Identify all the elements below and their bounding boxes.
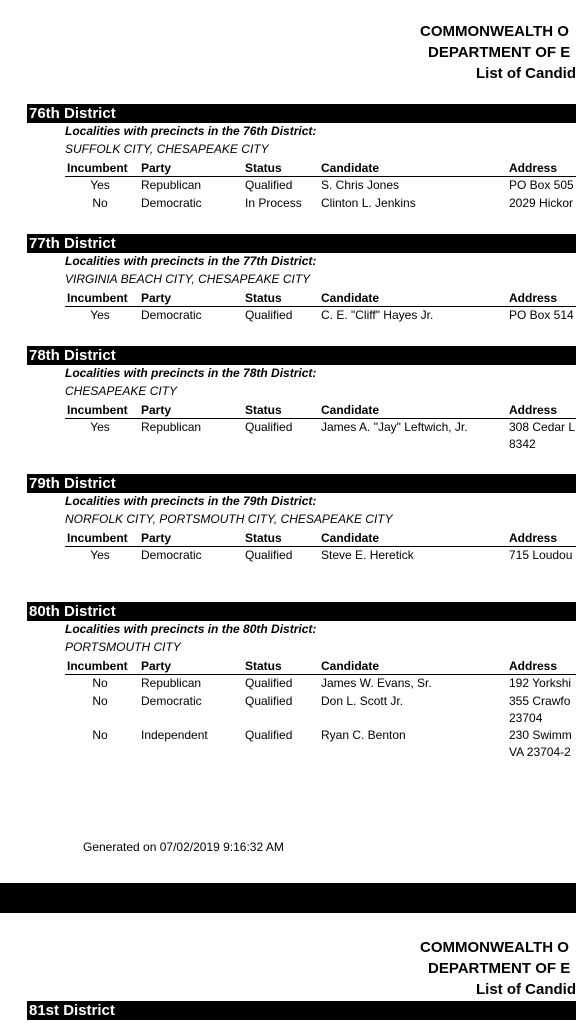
page-separator (0, 883, 576, 913)
col-incumbent: Incumbent (67, 659, 128, 673)
cell-address: PO Box 505 (509, 178, 574, 192)
header-rule (65, 176, 576, 177)
col-party: Party (141, 161, 172, 175)
col-candidate: Candidate (321, 161, 380, 175)
cell-address: 230 Swimm (509, 728, 572, 742)
next-header-list-title: List of Candid (476, 981, 576, 998)
cell-incumbent: Yes (90, 420, 110, 434)
localities-label: Localities with precincts in the 78th District: (65, 366, 317, 380)
col-candidate: Candidate (321, 291, 380, 305)
col-address: Address (509, 659, 558, 673)
cell-party: Republican (141, 420, 202, 434)
col-status: Status (245, 161, 282, 175)
cell-status: Qualified (245, 420, 293, 434)
col-candidate: Candidate (321, 659, 380, 673)
cell-party: Democratic (141, 196, 202, 210)
cell-party: Democratic (141, 548, 202, 562)
cell-status: Qualified (245, 548, 293, 562)
district-title: 80th District (27, 602, 576, 621)
header-rule (65, 418, 576, 419)
cell-address: 715 Loudou (509, 548, 573, 562)
col-incumbent: Incumbent (67, 161, 128, 175)
cell-incumbent: No (92, 694, 108, 708)
cell-candidate: C. E. "Cliff" Hayes Jr. (321, 308, 434, 322)
col-status: Status (245, 291, 282, 305)
cell-address: 2029 Hickor (509, 196, 574, 210)
localities-list: NORFOLK CITY, PORTSMOUTH CITY, CHESAPEAKE CITY (65, 512, 393, 526)
localities-label: Localities with precincts in the 80th District: (65, 622, 317, 636)
col-address: Address (509, 403, 558, 417)
header-rule (65, 674, 576, 675)
cell-address: 192 Yorkshi (509, 676, 572, 690)
localities-label: Localities with precincts in the 77th District: (65, 254, 317, 268)
cell-candidate: S. Chris Jones (321, 178, 400, 192)
cell-address-line2: 8342 (509, 437, 536, 451)
col-incumbent: Incumbent (67, 531, 128, 545)
col-party: Party (141, 403, 172, 417)
cell-party: Independent (141, 728, 208, 742)
cell-status: Qualified (245, 728, 293, 742)
col-candidate: Candidate (321, 403, 380, 417)
cell-incumbent: Yes (90, 178, 110, 192)
cell-party: Republican (141, 178, 202, 192)
header-list-title: List of Candid (476, 65, 576, 82)
localities-list: CHESAPEAKE CITY (65, 384, 178, 398)
cell-address: PO Box 514 (509, 308, 574, 322)
district-title: 78th District (27, 346, 576, 365)
col-incumbent: Incumbent (67, 403, 128, 417)
col-candidate: Candidate (321, 531, 380, 545)
col-status: Status (245, 659, 282, 673)
cell-candidate: James A. "Jay" Leftwich, Jr. (321, 420, 468, 434)
cell-incumbent: Yes (90, 548, 110, 562)
header-commonwealth: COMMONWEALTH O (420, 23, 569, 40)
localities-label: Localities with precincts in the 76th District: (65, 124, 317, 138)
cell-incumbent: No (92, 196, 108, 210)
cell-address-line2: 23704 (509, 711, 543, 725)
cell-status: Qualified (245, 694, 293, 708)
header-rule (65, 306, 576, 307)
next-header-commonwealth: COMMONWEALTH O (420, 939, 569, 956)
cell-status: Qualified (245, 308, 293, 322)
cell-party: Republican (141, 676, 202, 690)
col-status: Status (245, 531, 282, 545)
col-party: Party (141, 531, 172, 545)
next-header-department: DEPARTMENT OF E (428, 960, 571, 977)
col-address: Address (509, 161, 558, 175)
cell-candidate: Clinton L. Jenkins (321, 196, 416, 210)
col-status: Status (245, 403, 282, 417)
district-title: 77th District (27, 234, 576, 253)
cell-status: In Process (245, 196, 302, 210)
localities-list: PORTSMOUTH CITY (65, 640, 181, 654)
cell-candidate: Steve E. Heretick (321, 548, 414, 562)
col-party: Party (141, 291, 172, 305)
cell-address: 355 Crawfo (509, 694, 571, 708)
cell-incumbent: No (92, 728, 108, 742)
district-title-81: 81st District (27, 1001, 576, 1020)
cell-party: Democratic (141, 308, 202, 322)
cell-status: Qualified (245, 178, 293, 192)
cell-incumbent: No (92, 676, 108, 690)
cell-status: Qualified (245, 676, 293, 690)
cell-candidate: James W. Evans, Sr. (321, 676, 432, 690)
col-incumbent: Incumbent (67, 291, 128, 305)
cell-party: Democratic (141, 694, 202, 708)
generated-timestamp: Generated on 07/02/2019 9:16:32 AM (83, 840, 284, 854)
localities-label: Localities with precincts in the 79th District: (65, 494, 317, 508)
header-rule (65, 546, 576, 547)
cell-candidate: Don L. Scott Jr. (321, 694, 404, 708)
localities-list: VIRGINIA BEACH CITY, CHESAPEAKE CITY (65, 272, 311, 286)
localities-list: SUFFOLK CITY, CHESAPEAKE CITY (65, 142, 269, 156)
col-address: Address (509, 531, 558, 545)
cell-incumbent: Yes (90, 308, 110, 322)
cell-address: 308 Cedar L (509, 420, 576, 434)
cell-address-line2: VA 23704-2 (509, 745, 571, 759)
header-department: DEPARTMENT OF E (428, 44, 571, 61)
col-party: Party (141, 659, 172, 673)
district-title: 79th District (27, 474, 576, 493)
district-title: 76th District (27, 104, 576, 123)
cell-candidate: Ryan C. Benton (321, 728, 406, 742)
col-address: Address (509, 291, 558, 305)
